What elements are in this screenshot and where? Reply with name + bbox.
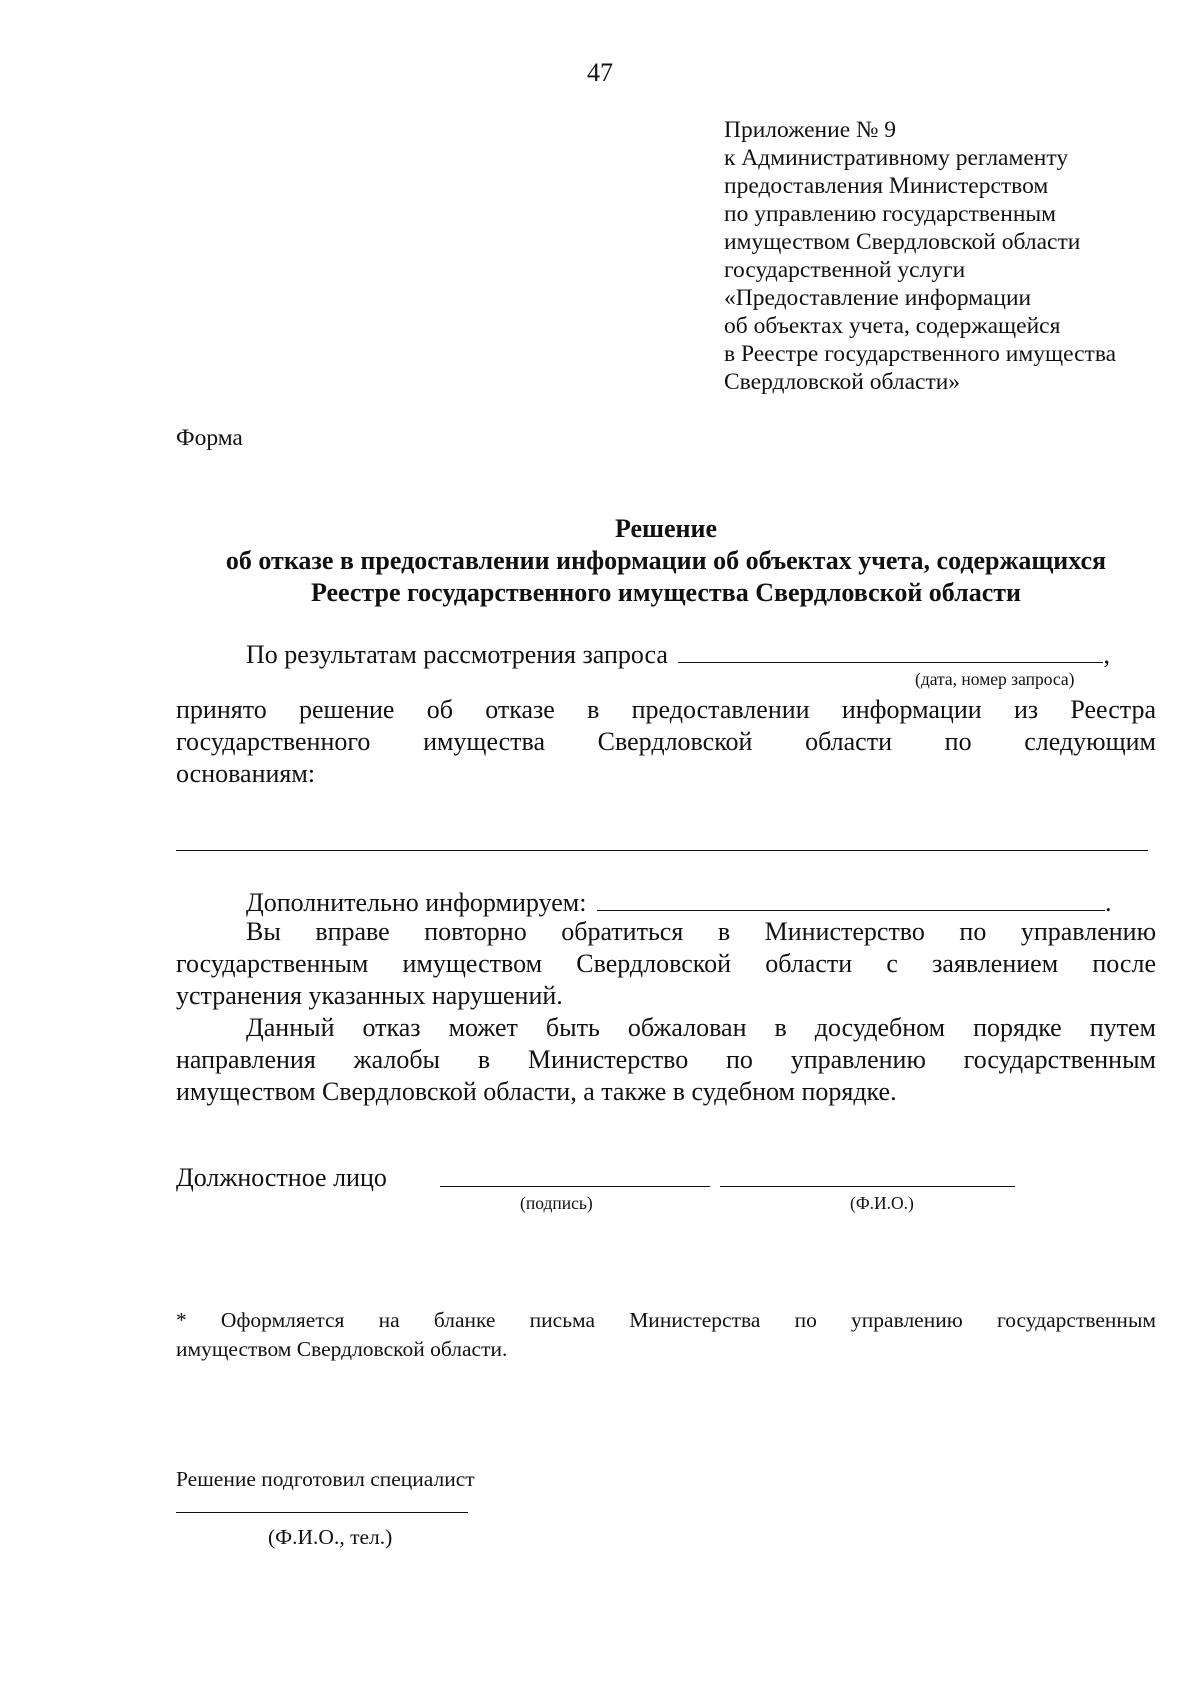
annex-line: предоставления Министерством <box>724 173 1049 199</box>
preparer-label: Решение подготовил специалист <box>176 1467 475 1491</box>
request-date-number-field[interactable] <box>678 636 1103 663</box>
decision-line: государственного имущества Свердловской области по следующим <box>176 727 1156 756</box>
appeal-line: имуществом Свердловской области, а также в судебном порядке. <box>176 1077 897 1106</box>
signature-caption: (подпись) <box>520 1193 593 1213</box>
request-lead: По результатам рассмотрения запроса <box>246 640 668 669</box>
footnote-line: имуществом Свердловской области. <box>176 1337 508 1361</box>
annex-line: об объектах учета, содержащейся <box>724 313 1061 339</box>
appeal-line: направления жалобы в Министерство по управлению государственным <box>176 1045 1156 1074</box>
annex-line: государственной услуги <box>724 257 966 283</box>
additional-label: Дополнительно информируем: <box>246 888 587 917</box>
full-name-field[interactable] <box>720 1186 1015 1187</box>
request-line <box>246 636 1110 671</box>
reapply-line: устранения указанных нарушений. <box>176 981 563 1010</box>
document-title <box>176 513 1156 609</box>
annex-line: имуществом Свердловской области <box>724 229 1081 255</box>
request-comma: , <box>1103 640 1110 669</box>
title-line: об отказе в предоставлении информации об объектах учета, содержащихся <box>225 546 1107 575</box>
grounds-field[interactable] <box>176 850 1148 851</box>
appeal-line: Данный отказ может быть обжалован в досудебном порядке путем <box>246 1013 1156 1042</box>
annex-line: Приложение № 9 <box>724 117 897 143</box>
title-line: Решение <box>614 514 718 543</box>
decision-line: основаниям: <box>176 759 316 788</box>
additional-period: . <box>1104 888 1112 917</box>
footnote-line: * Оформляется на бланке письма Министерства по управлению государственным <box>176 1308 1156 1332</box>
request-caption: (дата, номер запроса) <box>915 669 1075 689</box>
signature-field[interactable] <box>440 1186 710 1187</box>
annex-line: «Предоставление информации <box>724 285 1032 311</box>
preparer-caption: (Ф.И.О., тел.) <box>268 1525 393 1549</box>
official-label: Должностное лицо <box>176 1163 387 1192</box>
form-label: Форма <box>176 425 243 451</box>
reapply-line: Вы вправе повторно обратиться в Министерство по управлению <box>246 917 1156 946</box>
annex-line: в Реестре государственного имущества <box>724 341 1117 367</box>
full-name-caption: (Ф.И.О.) <box>850 1193 914 1213</box>
decision-line: принято решение об отказе в предоставлении информации из Реестра <box>176 695 1156 724</box>
annex-line: к Административному регламенту <box>724 145 1069 171</box>
reapply-line: государственным имуществом Свердловской области с заявлением после <box>176 949 1156 978</box>
page-number: 47 <box>587 58 613 87</box>
additional-line <box>246 884 1111 919</box>
preparer-name-phone-field[interactable] <box>176 1512 468 1513</box>
title-line: Реестре государственного имущества Свердловской области <box>310 578 1022 607</box>
annex-line: Свердловской области» <box>724 369 961 395</box>
annex-line: по управлению государственным <box>724 201 1057 227</box>
annex-header <box>724 116 1116 396</box>
additional-info-field[interactable] <box>597 884 1105 911</box>
